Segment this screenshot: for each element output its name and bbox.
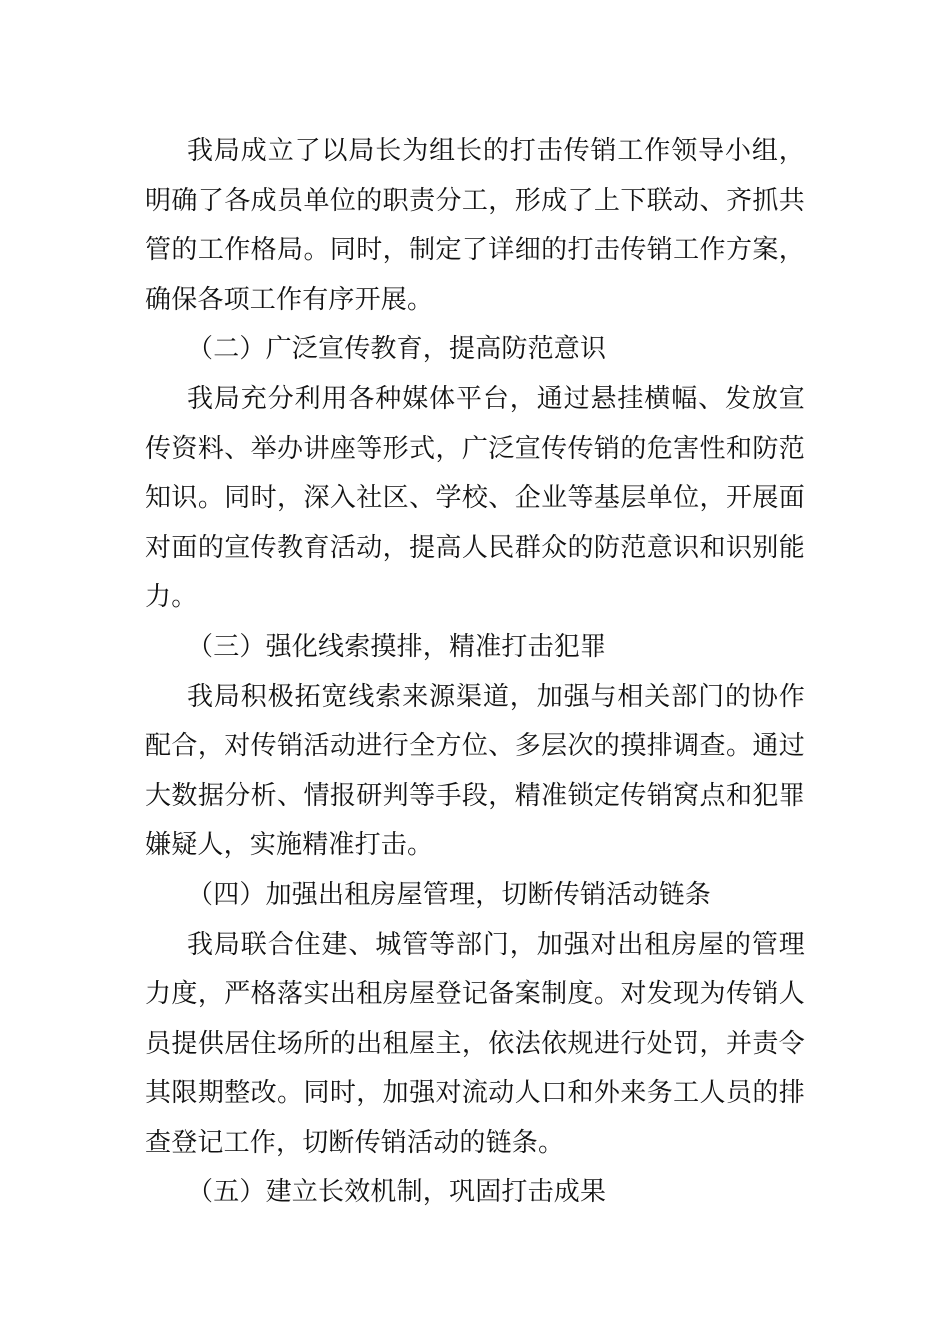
paragraph-clue-investigation: 我局积极拓宽线索来源渠道，加强与相关部门的协作配合，对传销活动进行全方位、多层次的摸排调查。通过大数据分析、情报研判等手段，精准锁定传销窝点和犯罪嫌疑人，实施精准打击。 [145, 681, 805, 861]
section-heading-5: （五）建立长效机制，巩固打击成果 [187, 1177, 607, 1208]
paragraph-rental-management: 我局联合住建、城管等部门，加强对出租房屋的管理力度，严格落实出租房屋登记备案制度。对发现为传销人员提供居住场所的出租屋主，依法依规进行处罚，并责令其限期整改。同时，加强对流动人口和外来务工人员的排查登记工作，切断传销活动的链条。 [145, 929, 805, 1158]
paragraph-publicity-education: 我局充分利用各种媒体平台，通过悬挂横幅、发放宣传资料、举办讲座等形式，广泛宣传传销的危害性和防范知识。同时，深入社区、学校、企业等基层单位，开展面对面的宣传教育活动，提高人民群众的防范意识和识别能力。 [145, 383, 805, 613]
section-heading-4: （四）加强出租房屋管理，切断传销活动链条 [187, 879, 712, 910]
section-heading-2: （二）广泛宣传教育，提高防范意识 [187, 334, 607, 365]
section-heading-3: （三）强化线索摸排，精准打击犯罪 [187, 631, 607, 662]
document-body [145, 127, 805, 1218]
paragraph-leadership-group: 我局成立了以局长为组长的打击传销工作领导小组，明确了各成员单位的职责分工，形成了上下联动、齐抓共管的工作格局。同时，制定了详细的打击传销工作方案，确保各项工作有序开展。 [145, 136, 805, 315]
